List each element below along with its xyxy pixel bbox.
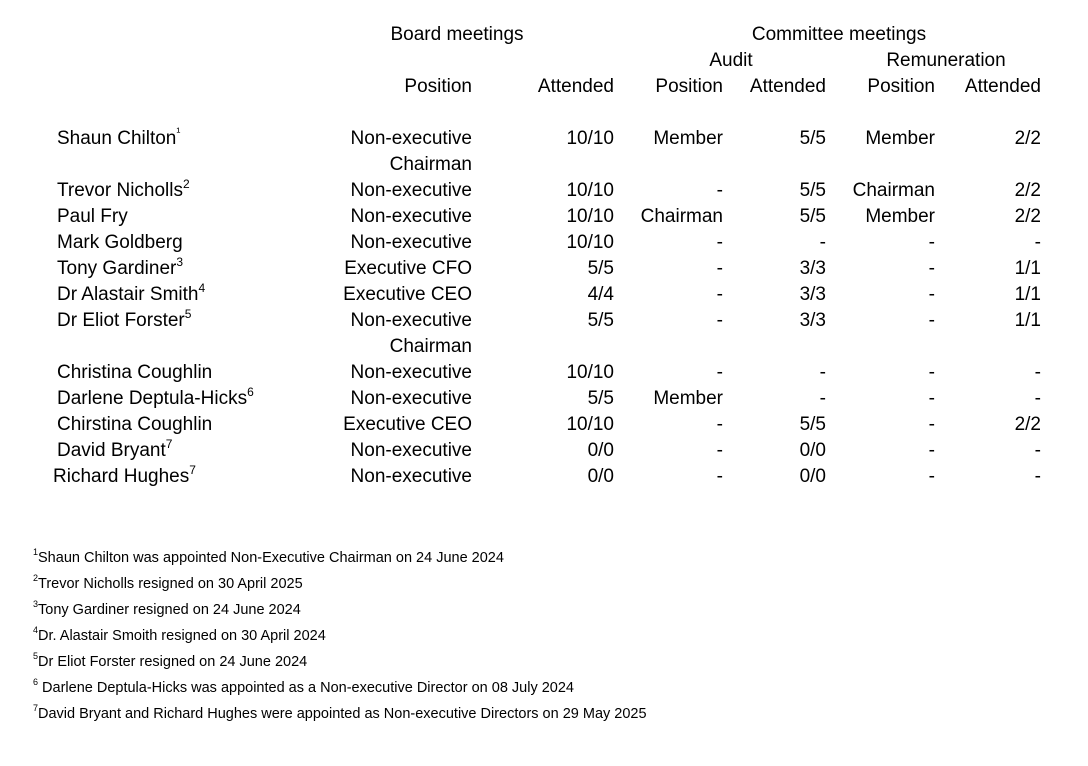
audit-attended: 0/0 — [799, 440, 826, 461]
name-text: Christina Coughlin — [57, 362, 213, 383]
remuneration-position: Member — [865, 128, 935, 149]
name-text: Dr Alastair Smith — [57, 284, 199, 305]
audit-position: - — [716, 258, 723, 279]
audit-attended: 3/3 — [799, 258, 826, 279]
audit-position: Member — [653, 128, 723, 149]
remuneration-position-header: Position — [867, 76, 935, 97]
name-text: David Bryant — [57, 440, 166, 461]
footnote-mark: ¹ — [176, 124, 181, 139]
footnote-number: 2 — [33, 573, 39, 584]
footnote-number: 1 — [33, 547, 39, 558]
board-attended: 10/10 — [566, 414, 614, 435]
director-name — [57, 438, 172, 464]
footnote-number: 3 — [33, 599, 39, 610]
name-text: Chirstina Coughlin — [57, 414, 213, 435]
remuneration-attended: 2/2 — [1014, 206, 1041, 227]
board-position: Non-executive — [350, 310, 472, 331]
remuneration-position: - — [928, 362, 935, 383]
director-name — [57, 282, 205, 308]
board-position: Non-executive — [350, 180, 472, 201]
board-position-line2: Chairman — [389, 336, 472, 357]
board-position: Non-executive — [350, 128, 472, 149]
footnote — [33, 601, 301, 619]
audit-position: - — [716, 310, 723, 331]
director-name — [57, 308, 191, 334]
remuneration-attended: 1/1 — [1014, 284, 1041, 305]
footnote — [33, 575, 303, 593]
board-position: Executive CEO — [343, 284, 472, 305]
remuneration-position: - — [928, 258, 935, 279]
footnote-text: David Bryant and Richard Hughes were appointed as Non-executive Directors on 29 May 2025 — [38, 706, 647, 722]
director-name — [57, 256, 183, 282]
remuneration-heading: Remuneration — [886, 50, 1006, 71]
footnote-mark: 2 — [183, 176, 190, 191]
name-text: Darlene Deptula-Hicks — [57, 388, 248, 409]
board-position-header: Position — [404, 76, 472, 97]
board-position: Non-executive — [350, 232, 472, 253]
remuneration-position: Chairman — [852, 180, 935, 201]
director-name — [57, 178, 190, 204]
footnote-mark: 7 — [189, 462, 196, 477]
board-attended: 4/4 — [587, 284, 614, 305]
footnote-number: 7 — [33, 703, 39, 714]
footnote-number: 4 — [33, 625, 39, 636]
remuneration-attended: 1/1 — [1014, 258, 1041, 279]
audit-attended: - — [819, 388, 826, 409]
name-text: Tony Gardiner — [57, 258, 177, 279]
remuneration-attended: - — [1034, 362, 1041, 383]
remuneration-position: - — [928, 310, 935, 331]
footnote-text: Tony Gardiner resigned on 24 June 2024 — [38, 602, 301, 618]
board-position: Non-executive — [350, 206, 472, 227]
remuneration-position: - — [928, 388, 935, 409]
audit-position: - — [716, 440, 723, 461]
audit-attended: - — [819, 362, 826, 383]
board-attended: 10/10 — [566, 180, 614, 201]
board-attended: 10/10 — [566, 362, 614, 383]
footnote-text: Trevor Nicholls resigned on 30 April 2025 — [38, 576, 303, 592]
footnote — [33, 627, 326, 645]
audit-position: - — [716, 414, 723, 435]
remuneration-position: - — [928, 232, 935, 253]
director-name — [57, 204, 128, 230]
board-attended: 10/10 — [566, 128, 614, 149]
board-attended: 0/0 — [587, 440, 614, 461]
footnote-mark: 7 — [165, 436, 173, 451]
director-name — [57, 126, 180, 152]
footnote-text: Darlene Deptula-Hicks was appointed as a Non-executive Director on 08 July 2024 — [38, 680, 574, 696]
director-name — [57, 230, 183, 256]
board-attended: 5/5 — [587, 388, 614, 409]
remuneration-attended: 2/2 — [1014, 414, 1041, 435]
name-text: Richard Hughes — [53, 466, 190, 487]
remuneration-attended: 2/2 — [1014, 180, 1041, 201]
remuneration-attended: 1/1 — [1014, 310, 1041, 331]
remuneration-attended: - — [1034, 232, 1041, 253]
committee-meetings-heading: Committee meetings — [751, 24, 927, 45]
footnote-number: 5 — [33, 651, 39, 662]
footnote — [33, 653, 307, 671]
footnote-text: Dr. Alastair Smoith resigned on 30 April 2024 — [38, 628, 326, 644]
director-name — [57, 386, 254, 412]
footnote-number: 6 — [33, 677, 39, 688]
board-attended: 5/5 — [587, 258, 614, 279]
audit-attended: - — [819, 232, 826, 253]
name-text: Dr Eliot Forster — [57, 310, 185, 331]
name-text: Shaun Chilton — [57, 128, 177, 149]
remuneration-position: - — [928, 414, 935, 435]
audit-attended: 5/5 — [799, 128, 826, 149]
board-meetings-heading: Board meetings — [390, 24, 524, 45]
board-position: Non-executive — [350, 362, 472, 383]
remuneration-attended: 2/2 — [1014, 128, 1041, 149]
remuneration-position: - — [928, 284, 935, 305]
board-attended-header: Attended — [537, 76, 614, 97]
board-attended: 10/10 — [566, 232, 614, 253]
audit-heading: Audit — [709, 50, 753, 71]
board-attended: 5/5 — [587, 310, 614, 331]
footnote-mark: 4 — [198, 280, 206, 295]
remuneration-attended: - — [1034, 440, 1041, 461]
board-attended: 0/0 — [587, 466, 614, 487]
audit-position-header: Position — [655, 76, 723, 97]
footnote-text: Shaun Chilton was appointed Non-Executive Chairman on 24 June 2024 — [38, 550, 504, 566]
footnote-text: Dr Eliot Forster resigned on 24 June 2024 — [38, 654, 308, 670]
board-position: Non-executive — [350, 466, 472, 487]
audit-position: Member — [653, 388, 723, 409]
board-attended: 10/10 — [566, 206, 614, 227]
footnote — [33, 549, 504, 567]
remuneration-position: Member — [865, 206, 935, 227]
remuneration-attended: - — [1034, 388, 1041, 409]
remuneration-position: - — [928, 440, 935, 461]
audit-attended: 3/3 — [799, 310, 826, 331]
board-position: Non-executive — [350, 388, 472, 409]
footnote-mark: 6 — [247, 384, 254, 399]
name-text: Mark Goldberg — [57, 232, 183, 253]
audit-position: - — [716, 362, 723, 383]
name-text: Paul Fry — [57, 206, 128, 227]
audit-position: - — [716, 232, 723, 253]
remuneration-position: - — [928, 466, 935, 487]
audit-position: - — [716, 180, 723, 201]
audit-position: - — [716, 466, 723, 487]
audit-attended: 0/0 — [799, 466, 826, 487]
remuneration-attended: - — [1034, 466, 1041, 487]
director-name — [53, 464, 196, 490]
board-position: Executive CFO — [344, 258, 472, 279]
board-position-line2: Chairman — [389, 154, 472, 175]
audit-attended-header: Attended — [749, 76, 826, 97]
remuneration-attended-header: Attended — [964, 76, 1041, 97]
audit-attended: 5/5 — [799, 414, 826, 435]
footnote — [33, 679, 574, 697]
footnote-mark: 3 — [176, 254, 184, 269]
audit-position: Chairman — [640, 206, 723, 227]
audit-position: - — [716, 284, 723, 305]
name-text: Trevor Nicholls — [57, 180, 183, 201]
board-position: Executive CEO — [343, 414, 472, 435]
audit-attended: 5/5 — [799, 180, 826, 201]
footnote — [33, 705, 647, 723]
director-name — [57, 360, 212, 386]
board-position: Non-executive — [350, 440, 472, 461]
footnote-mark: 5 — [184, 306, 192, 321]
director-name — [57, 412, 212, 438]
audit-attended: 5/5 — [799, 206, 826, 227]
audit-attended: 3/3 — [799, 284, 826, 305]
